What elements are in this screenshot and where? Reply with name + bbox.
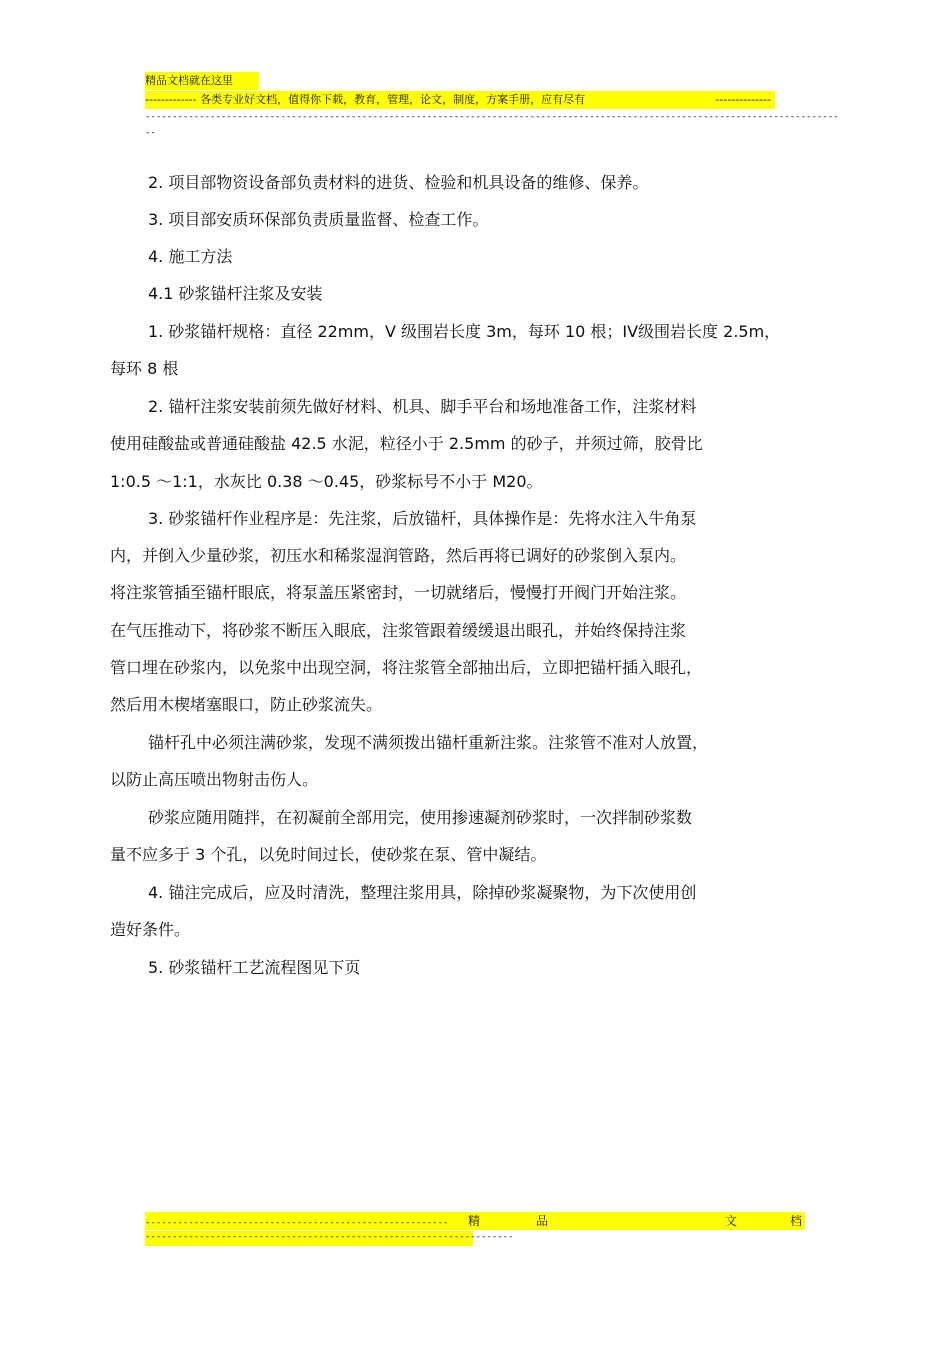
subsection-heading: 4.1 砂浆锚杆注浆及安装: [148, 284, 323, 303]
paragraph-line: 在气压推动下，将砂浆不断压入眼底，注浆管跟着缓缓退出眼孔，并始终保持注浆: [110, 621, 687, 640]
paragraph-line: 量不应多于 3 个孔，以免时间过长，使砂浆在泵、管中凝结。: [110, 845, 547, 864]
paragraph-line: 3. 项目部安质环保部负责质量监督、检查工作。: [148, 210, 489, 229]
footer-dashes: --------------------------------------------------------: [145, 1218, 449, 1228]
footer-char: 档: [790, 1214, 803, 1228]
footer-char: 文: [725, 1214, 738, 1228]
header-rule: --------------------------------------------------------------------------------------------------------------------------------: [145, 112, 839, 122]
paragraph-line: 内，并倒入少量砂浆，初压水和稀浆湿润管路，然后再将已调好的砂浆倒入泵内。: [110, 546, 687, 565]
paragraph-line: 4. 锚注完成后，应及时清洗，整理注浆用具，除掉砂浆凝聚物，为下次使用创: [148, 883, 697, 902]
footer-banner: [145, 1212, 805, 1230]
header-title: 精品文档就在这里: [145, 72, 259, 90]
header-tagline-text: ------------- 各类专业好文档，值得你下载，教育，管理，论文，制度，方案手册，应有尽有: [145, 93, 586, 106]
footer-char: 品: [536, 1214, 549, 1228]
footer-dashes-second: --------------------------------------------------------------------: [145, 1232, 514, 1242]
paragraph-line: 将注浆管插至锚杆眼底，将泵盖压紧密封，一切就绪后，慢慢打开阀门开始注浆。: [110, 583, 687, 602]
footer-banner-second: [145, 1231, 514, 1246]
paragraph-line: 锚杆孔中必须注满砂浆，发现不满须拨出锚杆重新注浆。注浆管不准对人放置，: [148, 733, 709, 752]
paragraph-line: 1:0.5 ～1:1，水灰比 0.38 ～0.45，砂浆标号不小于 M20。: [110, 472, 543, 491]
paragraph-line: 1. 砂浆锚杆规格：直径 22mm，V 级围岩长度 3m，每环 10 根；IV级围岩长度 2.5m，: [148, 322, 781, 341]
header-tagline: [145, 91, 775, 109]
paragraph-line: 3. 砂浆锚杆作业程序是：先注浆，后放锚杆，具体操作是：先将水注入牛角泵: [148, 509, 697, 528]
paragraph-line: 5. 砂浆锚杆工艺流程图见下页: [148, 958, 361, 977]
paragraph-line: 砂浆应随用随拌，在初凝前全部用完，使用掺速凝剂砂浆时，一次拌制砂浆数: [148, 808, 693, 827]
section-heading: 4. 施工方法: [148, 247, 233, 266]
paragraph-line: 2. 项目部物资设备部负责材料的进货、检验和机具设备的维修、保养。: [148, 173, 649, 192]
paragraph-line: 以防止高压喷出物射击伤人。: [110, 770, 319, 789]
paragraph-line: 管口埋在砂浆内，以免浆中出现空洞，将注浆管全部抽出后，立即把锚杆插入眼孔，: [110, 658, 703, 677]
paragraph-line: 造好条件。: [110, 920, 191, 939]
paragraph-line: 然后用木楔堵塞眼口，防止砂浆流失。: [110, 695, 383, 714]
footer-char: 精: [468, 1214, 481, 1228]
paragraph-line: 每环 8 根: [110, 359, 179, 378]
paragraph-line: 使用硅酸盐或普通硅酸盐 42.5 水泥，粒径小于 2.5mm 的砂子，并须过筛，胶骨比: [110, 434, 703, 453]
header-rule-tail: --: [145, 128, 156, 138]
header-tagline-tail: --------------: [715, 93, 771, 106]
paragraph-line: 2. 锚杆注浆安装前须先做好材料、机具、脚手平台和场地准备工作，注浆材料: [148, 397, 697, 416]
